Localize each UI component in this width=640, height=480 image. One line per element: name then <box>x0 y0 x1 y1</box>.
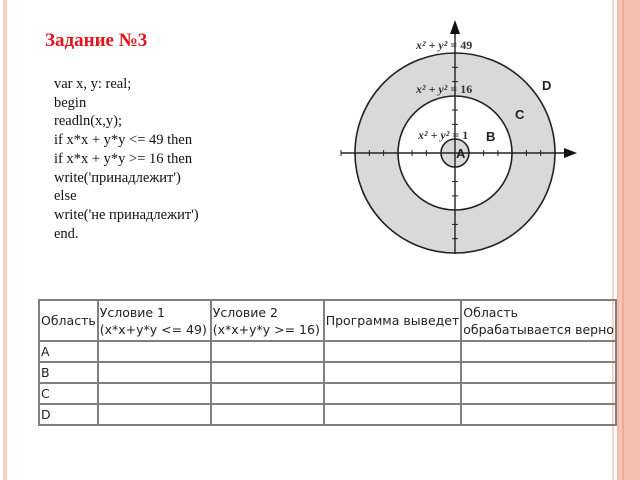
cell-program-output[interactable] <box>324 404 462 425</box>
header-condition-2: Условие 2 (x*x+y*y >= 16) <box>211 300 324 341</box>
cell-region: B <box>39 362 98 383</box>
cell-processed-correctly[interactable] <box>461 362 616 383</box>
code-line: else <box>54 188 77 205</box>
code-listing <box>54 75 199 243</box>
region-label-c: C <box>515 107 525 122</box>
region-label-a: A <box>456 146 466 161</box>
cell-condition-1[interactable] <box>98 404 211 425</box>
region-label-d: D <box>542 78 552 93</box>
x-axis-arrow-icon <box>564 148 577 158</box>
cell-processed-correctly[interactable] <box>461 383 616 404</box>
table-row <box>39 383 616 404</box>
cell-region: A <box>39 341 98 362</box>
cell-condition-1[interactable] <box>98 362 211 383</box>
cell-processed-correctly[interactable] <box>461 404 616 425</box>
equation-outer: x² + y² = 49 <box>416 38 473 52</box>
cell-program-output[interactable] <box>324 362 462 383</box>
table-row <box>39 404 616 425</box>
code-line: write('не принадлежит') <box>54 206 199 223</box>
code-line: end. <box>54 225 79 242</box>
code-line: if x*x + y*y <= 49 then <box>54 132 193 149</box>
region-label-b: B <box>486 129 496 144</box>
left-decorative-bar <box>3 0 7 480</box>
header-condition-1: Условие 1 (x*x+y*y <= 49) <box>98 300 211 341</box>
code-line: if x*x + y*y >= 16 then <box>54 150 193 167</box>
header-processed-correctly: Область обрабатывается верно <box>461 300 616 341</box>
right-decorative-band <box>617 0 640 480</box>
code-line: begin <box>54 94 87 111</box>
answer-table <box>38 299 617 426</box>
cell-condition-1[interactable] <box>98 383 211 404</box>
cell-program-output[interactable] <box>324 383 462 404</box>
cell-region: D <box>39 404 98 425</box>
cell-condition-2[interactable] <box>211 341 324 362</box>
equation-inner: x² + y² = 1 <box>418 128 469 142</box>
cell-condition-2[interactable] <box>211 383 324 404</box>
cell-processed-correctly[interactable] <box>461 341 616 362</box>
cell-condition-2[interactable] <box>211 362 324 383</box>
header-program-output: Программа выведет <box>324 300 462 341</box>
code-line: write('принадлежит') <box>54 169 181 186</box>
cell-condition-2[interactable] <box>211 404 324 425</box>
slide-title: Задание №3 <box>45 30 148 51</box>
cell-program-output[interactable] <box>324 341 462 362</box>
circles-diagram <box>330 10 590 280</box>
table-row <box>39 362 616 383</box>
equation-middle: x² + y² = 16 <box>416 82 473 96</box>
y-axis-arrow-icon <box>450 20 460 34</box>
code-line: var x, y: real; <box>54 76 132 92</box>
cell-region: C <box>39 383 98 404</box>
header-region: Область <box>39 300 98 341</box>
cell-condition-1[interactable] <box>98 341 211 362</box>
table-header-row <box>39 300 616 341</box>
code-line: readln(x,y); <box>54 113 123 130</box>
table-row <box>39 341 616 362</box>
